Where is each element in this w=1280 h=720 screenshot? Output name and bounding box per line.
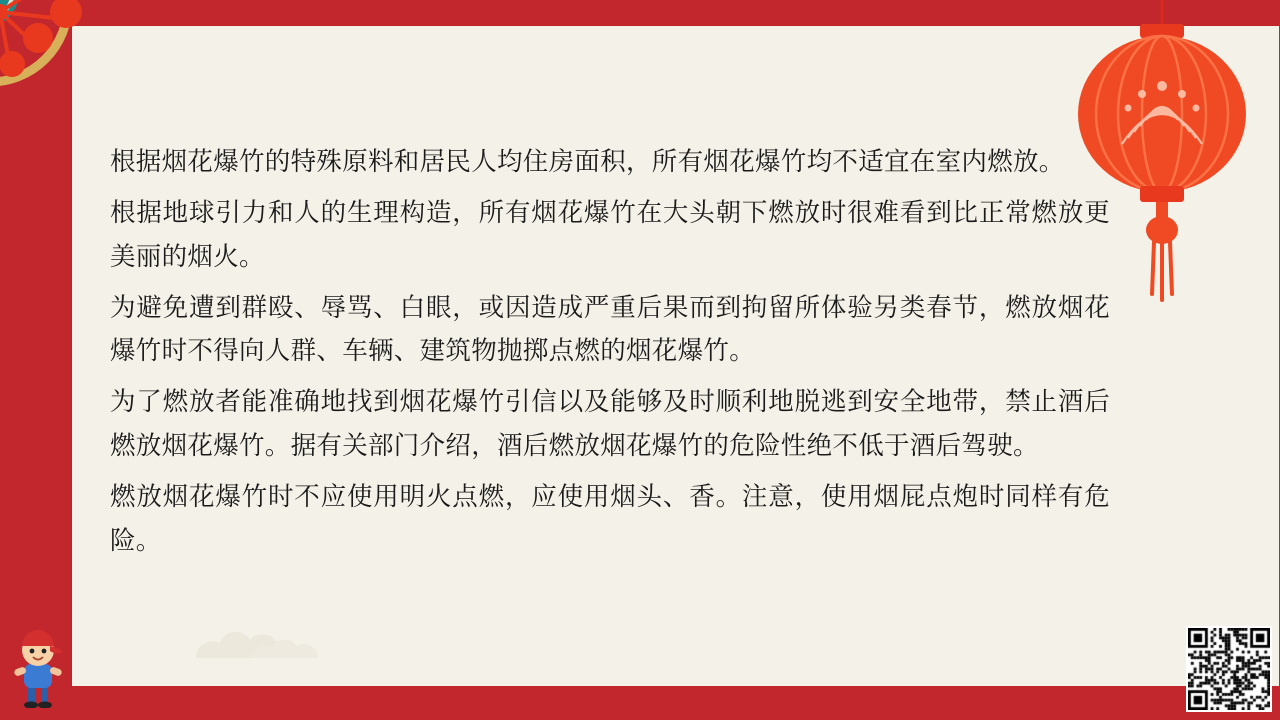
paragraph: 为了燃放者能准确地找到烟花爆竹引信以及能够及时顺利地脱逃到安全地带，禁止酒后燃放烟花爆竹。据有关部门介绍，酒后燃放烟花爆竹的危险性绝不低于酒后驾驶。 <box>110 387 1110 462</box>
red-lantern-icon <box>1062 0 1262 324</box>
bottom-accent-strip <box>0 686 1280 720</box>
paragraph: 为避免遭到群殴、辱骂、白眼，或因造成严重后果而到拘留所体验另类春节，燃放烟花爆竹时不得向人群、车辆、建筑物抛掷点燃的烟花爆竹。 <box>110 292 1110 367</box>
qr-code-icon <box>1186 626 1272 712</box>
cartoon-boy-mascot-icon <box>6 622 70 708</box>
paragraph: 燃放烟花爆竹时不应使用明火点燃，应使用烟头、香。注意，使用烟屁点炮时同样有危险。 <box>110 482 1110 556</box>
body-text-block <box>110 141 1110 571</box>
cloud-watermark-icon <box>192 614 342 660</box>
paragraph: 根据烟花爆竹的特殊原料和居民人均住房面积，所有烟花爆竹均不适宜在室内燃放。 <box>110 147 1065 177</box>
paragraph: 根据地球引力和人的生理构造，所有烟花爆竹在大头朝下燃放时很难看到比正常燃放更美丽的烟火。 <box>110 197 1110 272</box>
plum-blossom-medallion-icon <box>0 0 134 148</box>
